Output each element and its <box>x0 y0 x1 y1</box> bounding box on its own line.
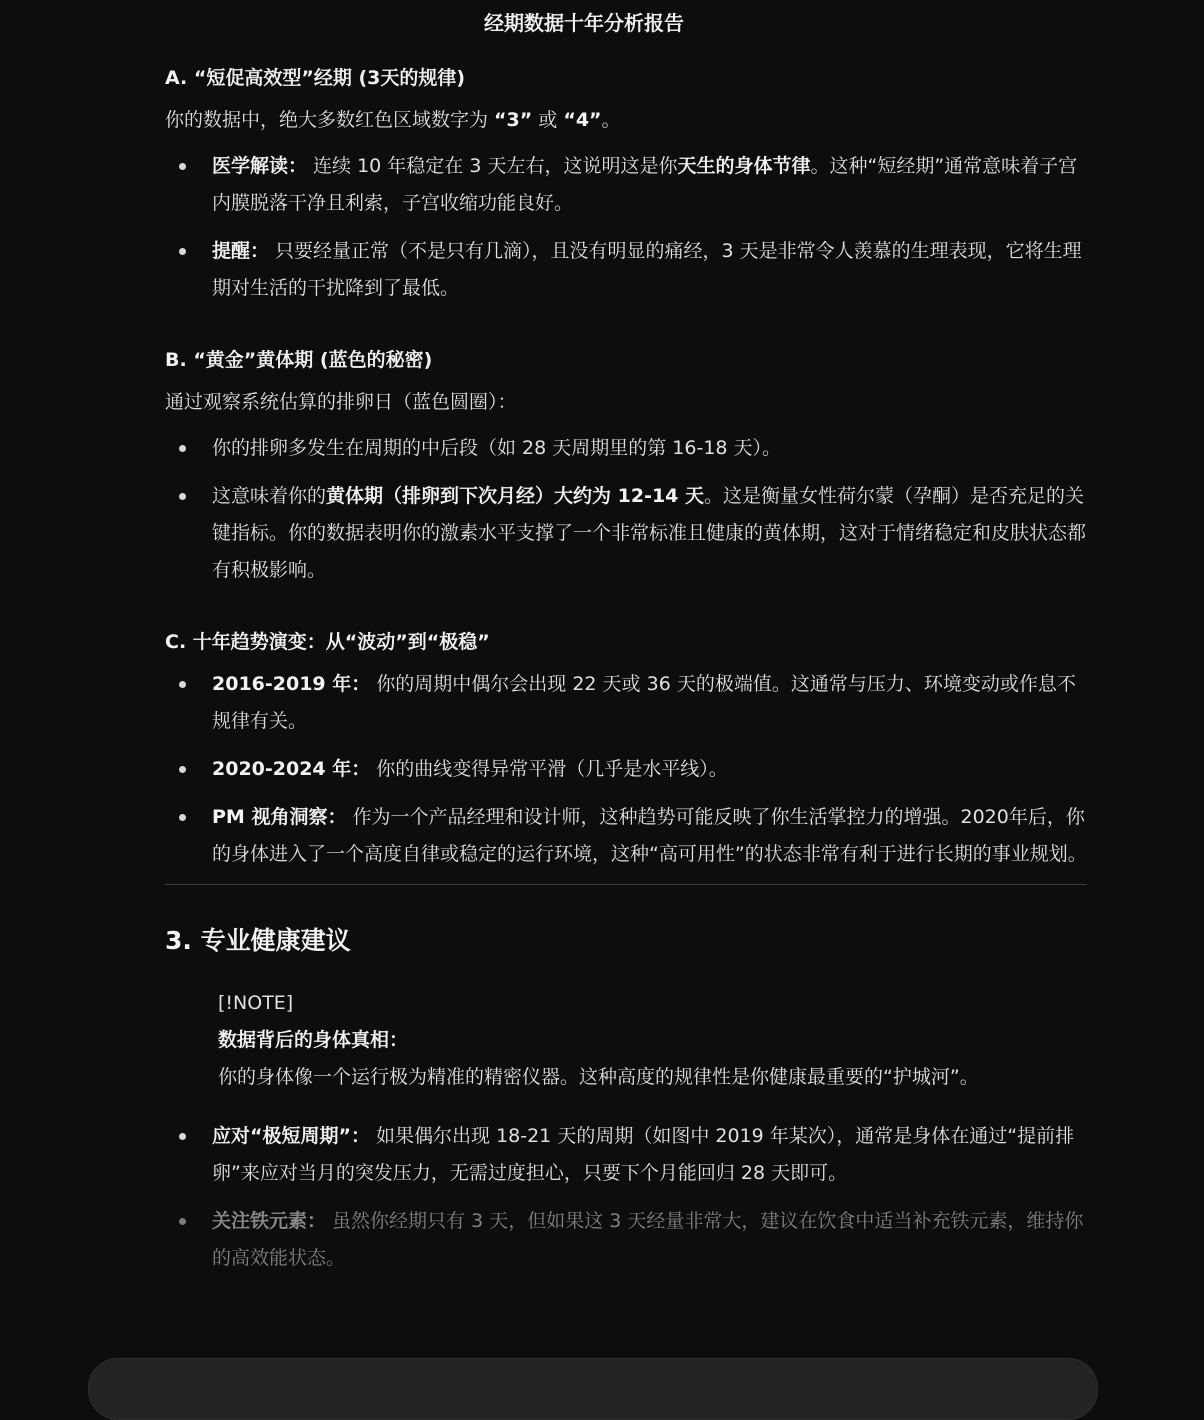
bullet-text: 作为一个产品经理和设计师，这种趋势可能反映了你生活掌控力的增强。2020年后，你的身体进入了一个高度自律或稳定的运行环境，这种“高可用性”的状态非常有利于进行长期的事业规划。 <box>212 806 1087 865</box>
list-item <box>165 233 1087 307</box>
bullet-icon <box>179 248 186 255</box>
list-item <box>165 148 1087 222</box>
bullet-text: 你的周期中偶尔会出现 22 天或 36 天的极端值。这通常与压力、环境变动或作息不规律有关。 <box>212 673 1076 732</box>
intro-bold-3: “3” <box>494 109 533 131</box>
bullet-text: 这意味着你的 <box>212 485 327 507</box>
bullet-text: 如果偶尔出现 18-21 天的周期（如图中 2019 年某次），通常是身体在通过“提前排卵”来应对当月的突发压力，无需过度担心，只要下个月能回归 28 天即可。 <box>212 1125 1075 1184</box>
section-a-list <box>165 148 1087 307</box>
bullet-label: 2016-2019 年： <box>212 673 371 695</box>
bullet-text: 只要经量正常（不是只有几滴），且没有明显的痛经，3 天是非常令人羡慕的生理表现，它将生理期对生活的干扰降到了最低。 <box>212 240 1082 299</box>
bullet-icon <box>179 493 186 500</box>
bullet-icon <box>179 681 186 688</box>
section-b-heading: B. “黄金”黄体期 (蓝色的秘密) <box>165 349 433 371</box>
section-c-heading: C. 十年趋势演变：从“波动”到“极稳” <box>165 631 490 653</box>
list-item <box>165 1203 1087 1277</box>
bullet-label: 应对“极短周期”： <box>212 1125 370 1147</box>
bullet-text: 你的排卵多发生在周期的中后段（如 28 天周期里的第 16-18 天）。 <box>212 437 782 459</box>
note-body: 你的身体像一个运行极为精准的精密仪器。这种高度的规律性是你健康最重要的“护城河”。 <box>218 1066 979 1088</box>
section-a-heading: A. “短促高效型”经期 (3天的规律) <box>165 67 466 89</box>
intro-text: 。 <box>601 109 621 131</box>
section-a-intro <box>165 102 1087 138</box>
bullet-label: 2020-2024 年： <box>212 758 371 780</box>
bullet-label: 提醒： <box>212 240 270 262</box>
bullet-icon <box>179 766 186 773</box>
bullet-icon <box>179 814 186 821</box>
section-b-list <box>165 430 1087 589</box>
note-tag: [!NOTE] <box>218 992 294 1014</box>
section-c-list <box>165 666 1087 873</box>
bullet-icon <box>179 163 186 170</box>
bullet-icon <box>179 1218 186 1225</box>
list-item <box>165 430 1087 467</box>
chat-input-bar[interactable] <box>88 1358 1098 1420</box>
intro-text: 或 <box>532 109 564 131</box>
section-3-heading: 3. 专业健康建议 <box>165 926 351 955</box>
bullet-icon <box>179 445 186 452</box>
bullet-label: PM 视角洞察： <box>212 806 347 828</box>
report-content <box>165 60 1087 1288</box>
list-item <box>165 1118 1087 1192</box>
section-divider <box>165 884 1087 885</box>
list-item <box>165 478 1087 589</box>
bullet-text: 连续 10 年稳定在 3 天左右，这说明这是你 <box>307 155 678 177</box>
note-title <box>218 1022 1038 1059</box>
list-item <box>165 751 1087 788</box>
page-title: 经期数据十年分析报告 <box>484 11 684 35</box>
bullet-bold: 天生的身体节律 <box>677 155 811 177</box>
note-block <box>218 985 1038 1096</box>
bullet-text: 你的曲线变得异常平滑（几乎是水平线）。 <box>370 758 728 780</box>
list-item <box>165 666 1087 740</box>
note-title-text: 数据背后的身体真相： <box>218 1029 409 1051</box>
bullet-label: 医学解读： <box>212 155 308 177</box>
bullet-icon <box>179 1133 186 1140</box>
section-b-intro: 通过观察系统估算的排卵日（蓝色圆圈）： <box>165 391 517 413</box>
bullet-text: 虽然你经期只有 3 天，但如果这 3 天经量非常大，建议在饮食中适当补充铁元素，维持你的高效能状态。 <box>212 1210 1084 1269</box>
bullet-text: 。这种“短经期”通常意味着子宫内膜脱落干净且利索，子宫收缩功能良好。 <box>212 155 1078 214</box>
intro-bold-4: “4” <box>563 109 602 131</box>
bullet-text: 。这是衡量女性荷尔蒙（孕酮）是否充足的关键指标。你的数据表明你的激素水平支撑了一个非常标准且健康的黄体期，这对于情绪稳定和皮肤状态都有积极影响。 <box>212 485 1087 581</box>
bullet-bold: 黄体期（排卵到下次月经）大约为 12-14 天 <box>326 485 705 507</box>
section-3-list <box>165 1118 1087 1277</box>
list-item <box>165 799 1087 873</box>
intro-text: 你的数据中，绝大多数红色区域数字为 <box>165 109 495 131</box>
bullet-label: 关注铁元素： <box>212 1210 327 1232</box>
